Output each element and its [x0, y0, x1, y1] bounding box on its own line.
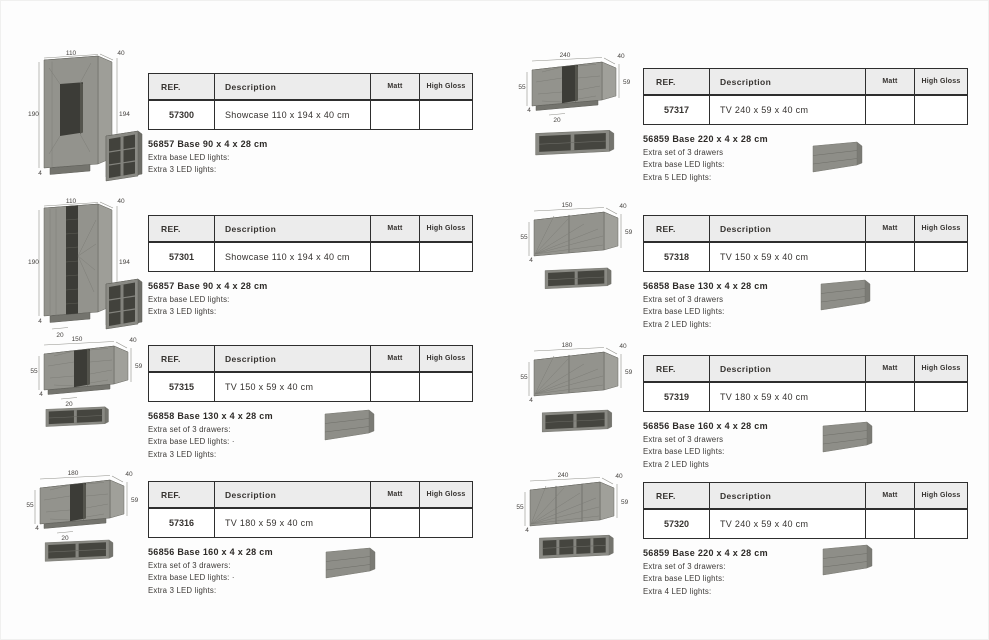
spec-table: [643, 482, 968, 539]
dimension-label: 4: [529, 397, 533, 404]
spec-table: [148, 481, 473, 538]
base-size-label: 56856 Base 160 x 4 x 28 cm: [148, 547, 273, 557]
description-cell: Showcase 110 x 194 x 40 cm: [215, 101, 371, 129]
description-header: Description: [215, 346, 371, 371]
description-cell: TV 180 x 59 x 40 cm: [215, 509, 371, 537]
ref-cell: 57315: [149, 373, 215, 401]
description-cell: Showcase 110 x 194 x 40 cm: [215, 243, 371, 271]
furniture-drawing-57301: [28, 198, 142, 339]
product-block-57315: [148, 345, 473, 459]
open-shelf-drawing: [46, 407, 109, 427]
description-cell: TV 150 x 59 x 40 cm: [710, 243, 866, 271]
ref-cell: 57319: [644, 383, 710, 411]
ref-cell: 57300: [149, 101, 215, 129]
dimension-label: 20: [65, 401, 73, 408]
extra-option-label: Extra base LED lights: ·: [148, 573, 235, 582]
ref-cell: 57316: [149, 509, 215, 537]
spec-table-row: [644, 510, 967, 538]
high-gloss-cell: [915, 243, 967, 271]
description-cell: TV 240 x 59 x 40 cm: [710, 510, 866, 538]
description-header: Description: [215, 74, 371, 99]
matt-header: Matt: [866, 356, 915, 381]
furniture-drawing-57300: [28, 50, 142, 181]
high-gloss-cell: [420, 101, 472, 129]
furniture-drawing-57318: [520, 202, 632, 289]
matt-cell: [371, 509, 420, 537]
dimension-label: 20: [61, 535, 69, 542]
extra-option-label: Extra 3 LED lights:: [148, 165, 217, 174]
dimension-label: 40: [615, 473, 623, 480]
ref-header: REF.: [149, 216, 215, 241]
base-size-label: 56857 Base 90 x 4 x 28 cm: [148, 281, 268, 291]
high-gloss-cell: [915, 383, 967, 411]
extra-option-label: Extra 2 LED lights: [643, 459, 710, 469]
product-block-57317: [643, 68, 968, 182]
spec-table: [643, 215, 968, 272]
ref-header: REF.: [644, 483, 710, 508]
spec-table-row: [644, 96, 967, 124]
product-block-57316: [148, 481, 473, 595]
high-gloss-cell: [915, 510, 967, 538]
matt-cell: [371, 101, 420, 129]
extra-option-label: Extra base LED lights:: [148, 294, 230, 304]
matt-cell: [371, 373, 420, 401]
furniture-drawing-57319: [520, 342, 632, 432]
dimension-label: 55: [520, 374, 528, 381]
dimension-label: 59: [625, 369, 633, 376]
product-block-57300: [148, 73, 473, 174]
dimension-label: 4: [38, 170, 42, 177]
high-gloss-cell: [420, 243, 472, 271]
dimension-label: 59: [131, 497, 139, 504]
extra-option-label: Extra set of 3 drawers: [643, 294, 724, 304]
product-block-57318: [643, 215, 968, 329]
dimension-label: 59: [625, 229, 633, 236]
dimension-label: 40: [117, 198, 125, 205]
high-gloss-header: High Gloss: [921, 492, 961, 499]
ref-header: REF.: [149, 74, 215, 99]
dimension-label: 20: [56, 332, 64, 339]
dimension-label: 194: [119, 259, 130, 266]
dimension-label: 55: [26, 502, 34, 509]
dimension-label: 110: [65, 50, 77, 57]
dimension-label: 110: [65, 198, 77, 205]
high-gloss-header: High Gloss: [426, 83, 466, 90]
furniture-drawing-57315: [30, 336, 142, 427]
high-gloss-header: High Gloss: [921, 365, 961, 372]
extra-option-label: Extra 2 LED lights:: [643, 319, 712, 329]
spec-table-header-row: [149, 482, 472, 509]
extra-option-label: Extra 3 LED lights:: [148, 585, 217, 595]
high-gloss-cell: [915, 96, 967, 124]
spec-table-row: [149, 509, 472, 537]
dimension-label: 40: [619, 343, 627, 350]
furniture-drawing-57317: [518, 52, 630, 155]
extra-option-label: Extra set of 3 drawers:: [643, 561, 726, 571]
high-gloss-header: High Gloss: [426, 491, 466, 498]
dimension-label: 55: [520, 234, 528, 241]
product-block-57319: [643, 355, 968, 469]
spec-table-header-row: [149, 74, 472, 101]
ref-cell: 57301: [149, 243, 215, 271]
dimension-label: 55: [518, 84, 526, 91]
interior-unit-drawing: [106, 279, 142, 329]
matt-cell: [866, 383, 915, 411]
spec-table-header-row: [644, 483, 967, 510]
interior-unit-drawing: [106, 131, 142, 181]
ref-header: REF.: [644, 69, 710, 94]
ref-header: REF.: [149, 482, 215, 507]
open-shelf-drawing: [45, 540, 113, 561]
base-size-label: 56857 Base 90 x 4 x 28 cm: [148, 139, 268, 149]
matt-header: Matt: [371, 216, 420, 241]
tv-cabinet-drawing: [525, 478, 617, 527]
high-gloss-header: High Gloss: [426, 225, 466, 232]
ref-header: REF.: [644, 216, 710, 241]
high-gloss-header: High Gloss: [921, 78, 961, 85]
matt-header: Matt: [371, 346, 420, 371]
product-block-57320: [643, 482, 968, 596]
extra-option-label: Extra set of 3 drawers:: [148, 560, 231, 570]
matt-header: Matt: [866, 69, 915, 94]
extra-option-label: Extra base LED lights:: [643, 307, 725, 316]
spec-table-header-row: [644, 356, 967, 383]
dimension-label: 55: [516, 504, 524, 511]
base-size-label: 56858 Base 130 x 4 x 28 cm: [148, 411, 273, 421]
product-block-57301: [148, 215, 473, 316]
description-header: Description: [215, 482, 371, 507]
matt-cell: [866, 96, 915, 124]
spec-table-header-row: [149, 216, 472, 243]
dimension-label: 59: [621, 499, 629, 506]
matt-header: Matt: [866, 483, 915, 508]
ref-cell: 57320: [644, 510, 710, 538]
spec-table: [643, 355, 968, 412]
dimension-label: 190: [28, 259, 39, 266]
dimension-label: 180: [67, 470, 79, 477]
dimension-label: 40: [617, 53, 625, 60]
furniture-drawing-57316: [26, 470, 138, 561]
dimension-label: 150: [71, 336, 83, 343]
open-shelf-drawing: [542, 410, 612, 432]
dimension-label: 240: [557, 472, 569, 479]
high-gloss-cell: [420, 509, 472, 537]
ref-header: REF.: [644, 356, 710, 381]
dimension-label: 4: [525, 527, 529, 534]
extra-option-label: Extra 3 LED lights:: [148, 307, 217, 316]
spec-table: [148, 215, 473, 272]
dimension-label: 40: [117, 50, 125, 57]
dimension-label: 4: [527, 107, 531, 114]
dimension-label: 180: [561, 342, 573, 349]
extra-option-label: Extra base LED lights:: [148, 152, 230, 162]
extra-option-label: Extra base LED lights:: [643, 160, 725, 169]
base-size-label: 56858 Base 130 x 4 x 28 cm: [643, 281, 768, 291]
ref-cell: 57318: [644, 243, 710, 271]
base-size-label: 56859 Base 220 x 4 x 28 cm: [643, 134, 768, 144]
matt-header: Matt: [371, 482, 420, 507]
spec-table-header-row: [149, 346, 472, 373]
spec-table-row: [149, 243, 472, 271]
spec-table: [643, 68, 968, 125]
description-cell: TV 240 x 59 x 40 cm: [710, 96, 866, 124]
dimension-label: 194: [119, 111, 130, 118]
description-header: Description: [710, 216, 866, 241]
description-cell: TV 150 x 59 x 40 cm: [215, 373, 371, 401]
dimension-label: 4: [35, 525, 39, 532]
extra-option-label: Extra set of 3 drawers: [643, 434, 724, 444]
extra-option-label: Extra set of 3 drawers:: [148, 424, 231, 434]
dimension-label: 4: [38, 318, 42, 325]
spec-table-row: [149, 373, 472, 401]
high-gloss-header: High Gloss: [921, 225, 961, 232]
ref-header: REF.: [149, 346, 215, 371]
open-shelf-drawing: [536, 130, 614, 155]
dimension-label: 59: [135, 363, 143, 370]
base-size-label: 56856 Base 160 x 4 x 28 cm: [643, 421, 768, 431]
spec-table-row: [644, 383, 967, 411]
dimension-label: 40: [125, 471, 133, 478]
description-header: Description: [710, 483, 866, 508]
spec-table-row: [644, 243, 967, 271]
extra-option-label: Extra base LED lights:: [643, 447, 725, 456]
extra-option-label: Extra 4 LED lights:: [643, 586, 712, 596]
dimension-label: 59: [623, 79, 631, 86]
extra-option-label: Extra base LED lights: ·: [148, 437, 235, 446]
dimension-label: 40: [129, 337, 137, 344]
ref-cell: 57317: [644, 96, 710, 124]
extra-option-label: Extra set of 3 drawers: [643, 147, 724, 157]
spec-table: [148, 73, 473, 130]
dimension-label: 40: [619, 203, 627, 210]
dimension-label: 150: [561, 202, 573, 209]
matt-cell: [866, 243, 915, 271]
dimension-label: 4: [529, 257, 533, 264]
matt-cell: [371, 243, 420, 271]
description-header: Description: [215, 216, 371, 241]
spec-table: [148, 345, 473, 402]
matt-header: Matt: [371, 74, 420, 99]
dimension-label: 20: [553, 117, 561, 124]
matt-cell: [866, 510, 915, 538]
dimension-label: 190: [28, 111, 39, 118]
extra-option-label: Extra 5 LED lights:: [643, 172, 712, 182]
spec-table-header-row: [644, 216, 967, 243]
spec-table-row: [149, 101, 472, 129]
open-shelf-drawing: [539, 535, 613, 558]
extra-option-label: Extra base LED lights:: [643, 574, 725, 583]
high-gloss-cell: [420, 373, 472, 401]
furniture-drawing-57320: [516, 472, 628, 559]
open-shelf-drawing: [545, 268, 611, 289]
extra-option-label: Extra 3 LED lights:: [148, 449, 217, 459]
base-size-label: 56859 Base 220 x 4 x 28 cm: [643, 548, 768, 558]
description-header: Description: [710, 356, 866, 381]
spec-table-header-row: [644, 69, 967, 96]
dimension-label: 55: [30, 368, 38, 375]
dimension-label: 240: [559, 52, 571, 59]
description-header: Description: [710, 69, 866, 94]
high-gloss-header: High Gloss: [426, 355, 466, 362]
description-cell: TV 180 x 59 x 40 cm: [710, 383, 866, 411]
matt-header: Matt: [866, 216, 915, 241]
dimension-label: 4: [39, 391, 43, 398]
